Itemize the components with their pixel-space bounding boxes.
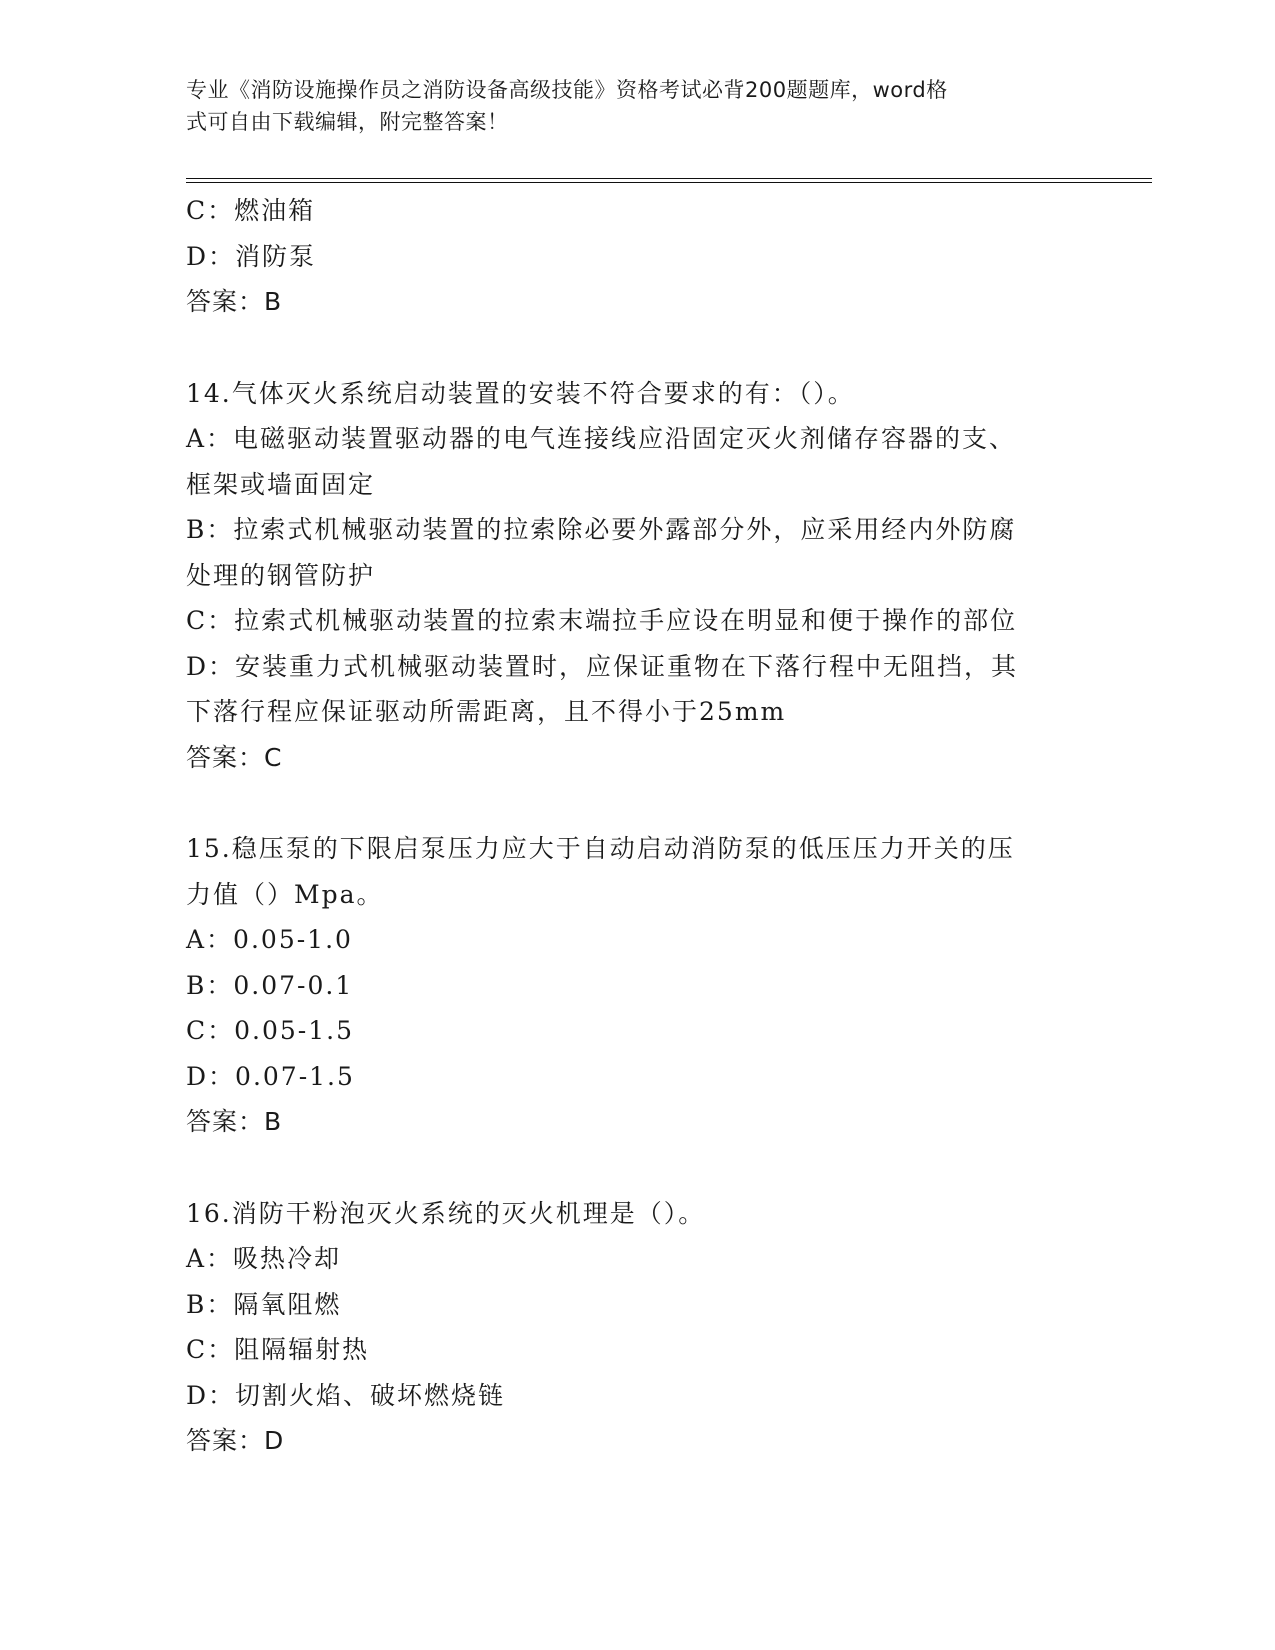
answer-line: 答案：D bbox=[186, 1426, 285, 1455]
answer-line: 答案：B bbox=[186, 1107, 283, 1136]
answer-line: 答案：B bbox=[186, 287, 283, 316]
option-b: B：隔氧阻燃 bbox=[186, 1289, 342, 1319]
option-d: D：切割火焰、破坏燃烧链 bbox=[186, 1380, 506, 1410]
option-a: A：电磁驱动装置驱动器的电气连接线应沿固定灭火剂储存容器的支、 bbox=[186, 424, 1017, 453]
question-13-continued bbox=[186, 188, 1086, 325]
option-c: C：拉索式机械驱动装置的拉索末端拉手应设在明显和便于操作的部位 bbox=[186, 606, 1018, 635]
option-d: D：0.07-1.5 bbox=[186, 1061, 355, 1091]
option-b: B：0.07-0.1 bbox=[186, 970, 354, 1000]
option-a: A：吸热冷却 bbox=[186, 1244, 342, 1273]
option-c: C：0.05-1.5 bbox=[186, 1016, 354, 1045]
header-title-line-1: 专业《消防设施操作员之消防设备高级技能》资格考试必背200题题库，word格 bbox=[186, 78, 948, 102]
option-a-continued: 框架或墙面固定 bbox=[186, 469, 376, 499]
option-b: B：拉索式机械驱动装置的拉索除必要外露部分外，应采用经内外防腐 bbox=[186, 515, 1017, 544]
question-stem: 15.稳压泵的下限启泵压力应大于自动启动消防泵的低压压力开关的压 bbox=[186, 834, 1015, 863]
question-15 bbox=[186, 826, 1086, 1145]
header-title-line-2: 式可自由下载编辑，附完整答案！ bbox=[186, 110, 509, 134]
option-d: D：消防泵 bbox=[186, 241, 317, 271]
question-list bbox=[186, 188, 1086, 1464]
option-b-continued: 处理的钢管防护 bbox=[186, 560, 376, 590]
question-spacer bbox=[186, 1145, 1086, 1191]
question-stem: 14.气体灭火系统启动装置的安装不符合要求的有：（）。 bbox=[186, 378, 855, 408]
question-spacer bbox=[186, 780, 1086, 826]
question-stem-continued: 力值（）Mpa。 bbox=[186, 879, 384, 909]
option-c: C：燃油箱 bbox=[186, 196, 316, 225]
question-spacer bbox=[186, 325, 1086, 371]
option-c: C：阻隔辐射热 bbox=[186, 1335, 370, 1364]
question-stem: 16.消防干粉泡灭火系统的灭火机理是（）。 bbox=[186, 1198, 706, 1228]
document-header bbox=[186, 74, 1086, 138]
question-14 bbox=[186, 371, 1086, 781]
question-16 bbox=[186, 1191, 1086, 1464]
option-a: A：0.05-1.0 bbox=[186, 925, 353, 954]
answer-line: 答案：C bbox=[186, 742, 283, 772]
option-d: D：安装重力式机械驱动装置时，应保证重物在下落行程中无阻挡，其 bbox=[186, 651, 1019, 681]
option-d-continued: 下落行程应保证驱动所需距离，且不得小于25mm bbox=[186, 697, 787, 726]
header-divider bbox=[186, 178, 1152, 183]
